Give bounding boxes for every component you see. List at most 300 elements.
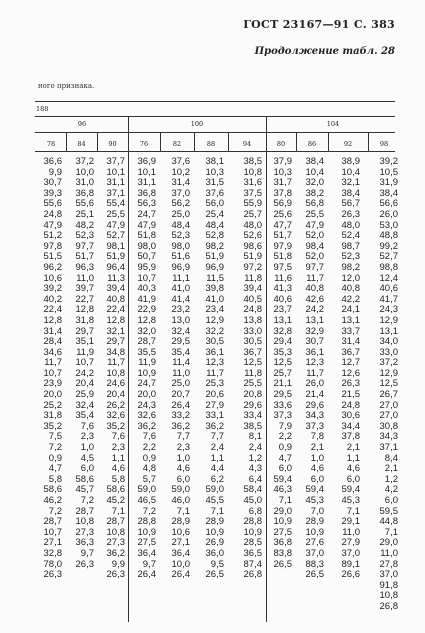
table-cell: 44,8	[379, 516, 398, 528]
table-cell: 26,3	[341, 378, 360, 390]
table-cell: 98,2	[341, 261, 360, 273]
table-cell: 34,4	[341, 420, 360, 432]
table-cell: 11,3	[107, 272, 125, 284]
group-label: 96	[77, 120, 87, 128]
table-cell: 34,6	[43, 346, 62, 358]
table-cell: 35,2	[43, 420, 62, 432]
table-cell: 22,4	[106, 304, 125, 316]
table-cell: 9,9	[48, 166, 62, 178]
table-cell: 37,3	[273, 410, 292, 422]
table-cell: 7,9	[278, 420, 292, 432]
table-cell: 35,4	[75, 410, 94, 422]
table-cell: 32,4	[171, 325, 190, 337]
table-cell: 10,7	[137, 272, 156, 284]
table-cell: 7,6	[142, 431, 156, 443]
table-cell: 26,2	[106, 399, 125, 411]
table-cell: 37,8	[341, 431, 360, 443]
table-cell: 10,9	[205, 526, 224, 538]
table-cell: 48,8	[379, 230, 398, 242]
table-cell: 52,3	[75, 230, 94, 242]
table-cell: 55,9	[243, 198, 262, 210]
table-cell: 11,9	[76, 346, 94, 358]
table-cell: 0,9	[48, 452, 62, 464]
table-cell: 10,0	[171, 558, 190, 570]
table-cell: 25,3	[205, 378, 224, 390]
table-cell: 11,8	[244, 367, 262, 379]
table-cell: 22,4	[43, 304, 62, 316]
table-cell: 31,4	[341, 336, 360, 348]
table-cell: 11,7	[107, 357, 125, 369]
fragment-text: ного признака.	[38, 82, 95, 90]
table-cell: 26,4	[171, 569, 190, 581]
table-cell: 32,0	[137, 325, 156, 337]
table-cell: 37,6	[205, 187, 224, 199]
table-cell: 25,2	[43, 399, 62, 411]
table-cell: 7,8	[310, 431, 324, 443]
table-cell: 25,0	[171, 208, 190, 220]
table-cell: 10,8	[75, 516, 94, 528]
table-cell: 23,4	[205, 304, 224, 316]
table-cell: 5,8	[111, 473, 125, 485]
table-cell: 30,8	[379, 420, 398, 432]
table-cell: 4,8	[142, 463, 156, 475]
table-cell: 4,5	[80, 452, 94, 464]
table-cell: 33,4	[243, 410, 262, 422]
table-cell: 59,4	[305, 484, 324, 496]
table-cell: 6,0	[384, 495, 398, 506]
table-cell: 51,5	[43, 251, 62, 263]
table-cell: 59,5	[379, 505, 398, 517]
table-cell: 27,0	[379, 399, 398, 411]
table-cell: 9,7	[80, 547, 94, 559]
table-cell: 36,0	[205, 547, 224, 559]
table-cell: 11,8	[244, 272, 262, 284]
table-cell: 31,5	[205, 177, 224, 189]
table-cell: 52,3	[171, 230, 190, 242]
table-cell: 36,9	[137, 156, 156, 167]
table-cell: 46,5	[137, 495, 156, 506]
table-cell: 7,1	[176, 505, 190, 517]
table-cell: 4,6	[310, 463, 324, 475]
table-cell: 56,8	[305, 198, 324, 210]
table-cell: 53,0	[379, 219, 398, 231]
table-cell: 32,1	[106, 325, 125, 337]
table-cell: 47,9	[305, 219, 324, 231]
table-cell: 12,0	[341, 272, 360, 284]
data-column	[160, 157, 190, 581]
table-cell: 26,5	[205, 569, 224, 581]
table-cell: 25,1	[75, 208, 94, 220]
table-cell: 4,6	[111, 463, 125, 475]
table-cell: 12,8	[75, 304, 94, 316]
table-cell: 25,5	[305, 208, 324, 220]
table-cell: 7,1	[384, 526, 398, 538]
table-cell: 96,3	[75, 261, 94, 273]
table-cell: 98,6	[243, 240, 262, 252]
header-rule-3	[35, 151, 395, 152]
table-cell: 12,3	[305, 357, 324, 369]
table-cell: 40,8	[106, 293, 125, 305]
table-cell: 2,2	[142, 442, 156, 454]
table-cell: 31,8	[43, 410, 62, 422]
table-cell: 95,9	[137, 261, 156, 273]
table-cell: 37,5	[243, 187, 262, 199]
table-cell: 10,9	[137, 367, 156, 379]
table-cell: 59,4	[341, 484, 360, 496]
table-cell: 34,0	[379, 336, 398, 348]
table-cell: 30,5	[205, 336, 224, 348]
table-cell: 23,2	[171, 304, 190, 316]
table-cell: 24,7	[137, 208, 156, 220]
subheader-label: 78	[46, 140, 56, 148]
table-cell: 38,4	[305, 156, 324, 167]
table-cell: 37,0	[171, 187, 190, 199]
table-cell: 11,4	[172, 357, 190, 369]
table-cell: 25,5	[243, 378, 262, 390]
table-cell: 27,1	[43, 537, 62, 549]
table-cell: 36,2	[137, 420, 156, 432]
table-cell: 39,3	[43, 187, 62, 199]
table-cell: 91,8	[379, 579, 398, 591]
table-cell: 1,2	[384, 473, 398, 485]
table-cell: 21,5	[341, 389, 360, 401]
table-cell: 29,0	[273, 505, 292, 517]
table-cell: 88,3	[305, 558, 324, 570]
table-cell: 28,7	[106, 516, 125, 528]
table-cell: 4,7	[48, 463, 62, 475]
table-cell: 37,1	[106, 187, 125, 199]
table-cell: 4,7	[278, 452, 292, 464]
table-cell: 39,7	[75, 283, 94, 295]
table-cell: 51,9	[106, 251, 125, 263]
table-cell: 97,5	[273, 261, 292, 273]
table-cell: 45,3	[341, 495, 360, 506]
table-cell: 39,4	[106, 283, 125, 295]
table-cell: 11,0	[172, 367, 190, 379]
header-188: 188	[36, 105, 49, 113]
table-cell: 36,4	[137, 547, 156, 559]
table-cell: 26,8	[243, 569, 262, 581]
subheader-label: 94	[242, 140, 252, 148]
table-cell: 10,9	[137, 526, 156, 538]
table-cell: 12,4	[379, 272, 398, 284]
table-cell: 47,9	[106, 219, 125, 231]
table-cell: 31,1	[106, 177, 125, 189]
table-cell: 11,9	[138, 357, 156, 369]
table-cell: 0,9	[278, 442, 292, 454]
table-cell: 2,1	[346, 442, 360, 454]
table-cell: 8,4	[384, 452, 398, 464]
table-cell: 89,1	[341, 558, 360, 570]
table-cell: 27,9	[341, 537, 360, 549]
table-cell: 7,6	[111, 431, 125, 443]
table-cell: 9,9	[111, 558, 125, 570]
table-cell: 12,7	[341, 357, 360, 369]
table-cell: 10,7	[43, 367, 62, 379]
table-cell: 1,0	[80, 442, 94, 454]
table-cell: 47,7	[273, 219, 292, 231]
table-cell: 7,2	[48, 505, 62, 517]
table-cell: 36,2	[106, 547, 125, 559]
table-cell: 10,8	[379, 590, 398, 602]
table-cell: 51,7	[273, 230, 292, 242]
table-cell: 10,9	[305, 526, 324, 538]
table-cell: 13,1	[305, 314, 324, 326]
table-cell: 32,6	[137, 410, 156, 422]
table-cell: 35,4	[171, 346, 190, 358]
table-cell: 36,5	[243, 547, 262, 559]
table-cell: 10,9	[243, 526, 262, 538]
table-cell: 36,1	[205, 346, 224, 358]
table-cell: 52,6	[243, 230, 262, 242]
table-cell: 25,7	[243, 208, 262, 220]
table-cell: 51,8	[273, 251, 292, 263]
table-cell: 58,6	[75, 473, 94, 485]
table-cell: 96,9	[171, 261, 190, 273]
table-cell: 10,4	[341, 166, 360, 178]
table-cell: 29,6	[305, 399, 324, 411]
table-cell: 2,1	[384, 463, 398, 475]
table-cell: 36,8	[273, 537, 292, 549]
table-cell: 27,9	[205, 399, 224, 411]
table-cell: 31,4	[171, 177, 190, 189]
table-cell: 98,4	[305, 240, 324, 252]
table-cell: 20,0	[43, 389, 62, 401]
table-cell: 11,7	[206, 367, 224, 379]
table-cell: 37,3	[305, 420, 324, 432]
table-cell: 2,4	[210, 442, 224, 454]
table-cell: 37,0	[379, 569, 398, 581]
table-cell: 37,8	[273, 187, 292, 199]
table-cell: 29,7	[106, 336, 125, 348]
table-cell: 38,9	[341, 156, 360, 167]
subheader-label: 82	[172, 140, 182, 148]
table-cell: 26,6	[341, 569, 360, 581]
group-label: 104	[326, 120, 340, 128]
table-cell: 37,6	[171, 156, 190, 167]
data-column	[228, 157, 262, 581]
table-cell: 40,3	[137, 283, 156, 295]
table-cell: 7,2	[80, 495, 94, 506]
table-cell: 50,7	[137, 251, 156, 263]
table-cell: 6,0	[80, 463, 94, 475]
table-cell: 26,7	[379, 389, 398, 401]
table-cell: 1,0	[176, 452, 190, 464]
table-cell: 1,2	[248, 452, 262, 464]
table-cell: 29,6	[243, 399, 262, 411]
table-cell: 36,4	[171, 547, 190, 559]
table-cell: 29,1	[341, 516, 360, 528]
data-column	[368, 157, 398, 613]
table-cell: 25,9	[75, 389, 94, 401]
table-cell: 10,6	[43, 272, 62, 284]
table-cell: 25,5	[106, 208, 125, 220]
table-cell: 24,3	[137, 399, 156, 411]
table-cell: 24,8	[341, 399, 360, 411]
table-cell: 38,2	[305, 187, 324, 199]
table-cell: 39,2	[379, 156, 398, 167]
table-cell: 32,4	[75, 399, 94, 411]
table-cell: 24,3	[379, 304, 398, 316]
table-cell: 12,3	[205, 357, 224, 369]
table-cell: 37,0	[341, 547, 360, 559]
table-cell: 0,9	[142, 452, 156, 464]
table-cell: 55,6	[75, 198, 94, 210]
table-cell: 10,7	[43, 526, 62, 538]
table-cell: 24,8	[43, 208, 62, 220]
table-cell: 9,7	[142, 558, 156, 570]
table-cell: 39,4	[243, 283, 262, 295]
table-cell: 34,8	[106, 346, 125, 358]
table-cell: 11,5	[206, 272, 224, 284]
table-cell: 28,7	[137, 336, 156, 348]
data-column	[266, 157, 292, 570]
table-cell: 11,0	[342, 526, 360, 538]
table-cell: 40,2	[43, 293, 62, 305]
table-cell: 41,3	[273, 283, 292, 295]
table-cell: 31,8	[75, 314, 94, 326]
table-cell: 41,9	[137, 293, 156, 305]
table-cell: 7,1	[111, 505, 125, 517]
table-cell: 56,3	[137, 198, 156, 210]
table-cell: 4,6	[176, 463, 190, 475]
table-cell: 24,8	[243, 304, 262, 316]
table-cell: 4,3	[248, 463, 262, 475]
subheader-label: 98	[379, 140, 389, 148]
table-cell: 56,2	[171, 198, 190, 210]
table-cell: 2,3	[176, 442, 190, 454]
table-cell: 12,8	[106, 314, 125, 326]
table-cell: 31,7	[273, 177, 292, 189]
table-cell: 1,0	[310, 452, 324, 464]
data-column	[66, 157, 94, 570]
table-cell: 46,2	[43, 495, 62, 506]
table-cell: 33,0	[379, 346, 398, 358]
subheader-label: 84	[77, 140, 86, 148]
table-cell: 13,1	[379, 325, 398, 337]
table-cell: 51,9	[205, 251, 224, 263]
table-cell: 24,6	[106, 378, 125, 390]
subheader-label: 80	[276, 140, 286, 148]
table-cell: 12,9	[379, 314, 398, 326]
table-cell: 35,5	[137, 346, 156, 358]
table-cell: 98,0	[171, 240, 190, 252]
table-cell: 12,5	[243, 357, 262, 369]
table-cell: 42,2	[341, 293, 360, 305]
table-cell: 32,8	[43, 547, 62, 559]
table-cell: 27,3	[75, 526, 94, 538]
table-cell: 58,6	[43, 484, 62, 496]
table-cell: 38,4	[341, 187, 360, 199]
table-cell: 8,1	[248, 431, 262, 443]
table-cell: 40,5	[243, 293, 262, 305]
table-cell: 26,8	[379, 600, 398, 612]
table-cell: 37,2	[75, 156, 94, 167]
subheader-label: 86	[307, 140, 317, 148]
table-cell: 11,0	[380, 547, 398, 559]
table-cell: 32,8	[273, 325, 292, 337]
table-cell: 36,1	[305, 346, 324, 358]
data-column	[36, 157, 62, 581]
table-cell: 52,3	[341, 251, 360, 263]
data-column	[296, 157, 324, 581]
table-cell: 22,9	[137, 304, 156, 316]
table-cell: 10,5	[379, 166, 398, 178]
table-cell: 37,7	[106, 156, 125, 167]
table-cell: 10,8	[106, 526, 125, 538]
table-cell: 2,1	[310, 442, 324, 454]
table-cell: 59,0	[205, 484, 224, 496]
table-cell: 4,6	[346, 463, 360, 475]
table-cell: 10,0	[75, 166, 94, 178]
table-cell: 38,5	[243, 420, 262, 432]
table-cell: 45,2	[106, 495, 125, 506]
table-cell: 56,9	[273, 198, 292, 210]
data-column	[97, 157, 125, 581]
table-cell: 7,6	[80, 420, 94, 432]
table-cell: 29,5	[171, 336, 190, 348]
table-cell: 31,0	[75, 177, 94, 189]
table-cell: 20,8	[243, 389, 262, 401]
table-cell: 96,4	[106, 261, 125, 273]
subheader-label: 90	[108, 140, 117, 148]
table-cell: 37,9	[273, 156, 292, 167]
table-cell: 26,4	[171, 399, 190, 411]
table-cell: 48,0	[341, 219, 360, 231]
table-cell: 35,2	[106, 420, 125, 432]
table-cell: 97,7	[75, 240, 94, 252]
table-cell: 7,7	[210, 431, 224, 443]
table-cell: 36,2	[171, 420, 190, 432]
table-cell: 24,2	[305, 304, 324, 316]
table-cell: 20,4	[106, 389, 125, 401]
table-cell: 36,2	[205, 420, 224, 432]
table-cell: 97,7	[305, 261, 324, 273]
table-cell: 26,0	[305, 378, 324, 390]
table-cell: 1,1	[111, 452, 125, 464]
table-cell: 32,0	[305, 177, 324, 189]
table-cell: 26,5	[273, 558, 292, 570]
data-column	[128, 157, 156, 581]
table-cell: 10,1	[106, 166, 125, 178]
header-rule-1	[35, 116, 395, 117]
table-cell: 27,1	[171, 537, 190, 549]
table-cell: 58,4	[243, 484, 262, 496]
table-cell: 2,2	[278, 431, 292, 443]
table-cell: 27,8	[379, 558, 398, 570]
table-cell: 6,2	[210, 473, 224, 485]
table-cell: 26,9	[205, 537, 224, 549]
table-cell: 28,8	[243, 516, 262, 528]
table-cell: 10,8	[106, 367, 125, 379]
table-cell: 34,3	[305, 410, 324, 422]
table-cell: 97,9	[273, 240, 292, 252]
table-cell: 12,5	[273, 357, 292, 369]
table-cell: 36,3	[75, 537, 94, 549]
table-cell: 47,9	[43, 219, 62, 231]
table-cell: 52,7	[379, 251, 398, 263]
table-cell: 36,7	[243, 346, 262, 358]
table-cell: 38,4	[379, 187, 398, 199]
table-cell: 38,1	[205, 156, 224, 167]
table-cell: 26,4	[137, 569, 156, 581]
table-cell: 28,4	[43, 336, 62, 348]
table-cell: 55,4	[106, 198, 125, 210]
table-cell: 39,8	[205, 283, 224, 295]
table-cell: 29,5	[273, 389, 292, 401]
table-cell: 13,0	[171, 314, 190, 326]
table-cell: 98,8	[379, 261, 398, 273]
